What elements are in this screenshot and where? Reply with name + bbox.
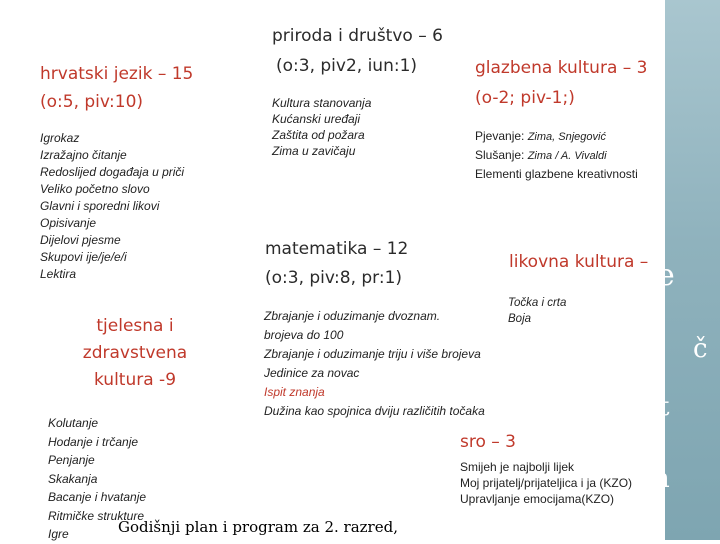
priroda-subtitle: (o:3, piv2, iun:1) [276, 56, 418, 76]
tjelesna-title-line: zdravstvena [82, 343, 188, 363]
hrvatski-title: hrvatski jezik – 15 [40, 64, 194, 84]
list-item: Moj prijatelj/prijateljica i ja (KZO) [460, 476, 633, 490]
list-item: Zaštita od požara [272, 128, 365, 142]
list-item: Izražajno čitanje [40, 148, 127, 162]
glazbena-title: glazbena kultura – 3 [475, 58, 648, 78]
list-item-prefix: Slušanje: [475, 148, 528, 162]
list-item: Smijeh je najbolji lijek [460, 460, 575, 474]
list-item: Skakanja [48, 471, 98, 486]
sro-title: sro – 3 [460, 432, 516, 452]
list-item: Igrokaz [40, 131, 80, 145]
glazbena-subtitle: (o-2; piv-1;) [475, 88, 575, 108]
list-item: Ispit znanja [264, 385, 325, 399]
panel-char: č [693, 334, 708, 364]
matematika-title: matematika – 12 [265, 239, 409, 259]
priroda-title: priroda i društvo – 6 [272, 26, 443, 46]
list-item-detail: Zima / A. Vivaldi [527, 150, 607, 162]
panel-char: n [653, 464, 670, 494]
panel-char: t [659, 392, 670, 422]
list-item: Ritmičke strukture [48, 508, 145, 523]
list-item-prefix: Pjevanje: [475, 129, 528, 143]
tjelesna-title [70, 313, 200, 394]
list-item-detail: Zima, Snjegović [527, 131, 606, 143]
list-item: brojeva do 100 [264, 328, 344, 342]
matematika-subtitle: (o:3, piv:8, pr:1) [265, 268, 403, 288]
tjelesna-title-line: kultura -9 [93, 370, 177, 390]
decorative-side-panel [653, 0, 720, 540]
list-item: Zbrajanje i oduzimanje dvoznam. [264, 309, 441, 323]
list-item: Jedinice za novac [264, 366, 360, 380]
list-item [475, 127, 638, 146]
list-item: Glavni i sporedni likovi [40, 199, 160, 213]
list-item: Redoslijed događaja u priči [40, 165, 185, 179]
list-item [475, 165, 638, 183]
list-item: Lektira [40, 267, 77, 281]
list-item: Točka i crta [508, 297, 567, 309]
list-item [475, 146, 638, 165]
hrvatski-list [40, 130, 184, 283]
sro-list [460, 459, 632, 507]
likovna-title: likovna kultura – [509, 252, 649, 272]
list-item: Kolutanje [48, 416, 99, 430]
footer-caption: Godišnji plan i program za 2. razred, [118, 518, 398, 536]
likovna-list [508, 295, 566, 327]
panel-char: e [657, 258, 675, 293]
list-item: Boja [508, 313, 532, 325]
glazbena-list [475, 127, 638, 183]
matematika-list [264, 307, 485, 421]
list-item: Upravljanje emocijama(KZO) [460, 492, 615, 506]
list-item: Zima u zavičaju [272, 144, 356, 158]
list-item: Dijelovi pjesme [40, 233, 121, 247]
list-item: Penjanje [48, 453, 95, 467]
list-item: Zbrajanje i oduzimanje triju i više brojeva [264, 347, 481, 361]
list-item: Skupovi ije/je/e/i [40, 250, 127, 264]
list-item: Dužina kao spojnica dviju različitih točaka [264, 404, 485, 418]
list-item: Kultura stanovanja [272, 96, 372, 110]
list-item-prefix: Elementi glazbene kreativnosti [475, 167, 638, 181]
hrvatski-subtitle: (o:5, piv:10) [40, 92, 144, 112]
list-item: Bacanje i hvatanje [48, 490, 147, 504]
list-item: Kućanski uređaji [272, 112, 361, 126]
list-item: Opisivanje [40, 216, 97, 230]
list-item: Hodanje i trčanje [48, 434, 139, 449]
list-item: Veliko početno slovo [40, 182, 150, 196]
priroda-list [272, 95, 371, 159]
tjelesna-title-line: tjelesna i [96, 316, 174, 336]
list-item: Igre [48, 527, 69, 541]
